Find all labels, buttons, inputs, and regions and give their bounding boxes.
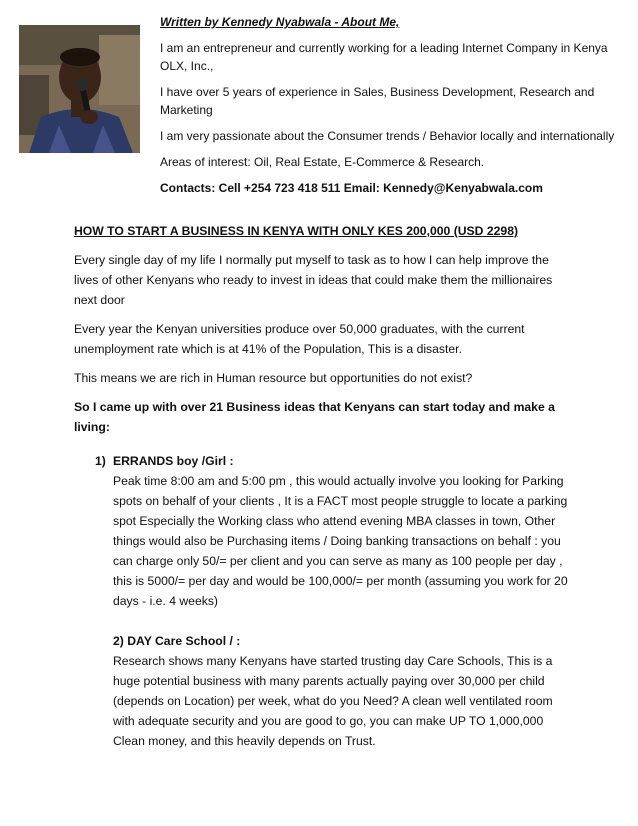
idea-heading (95, 631, 574, 651)
idea-description: Research shows many Kenyans have started trusting day Care Schools, This is a huge potential business with many parents actually paying over 30,000 per child (depends on Location) per week, what do you Need? A clean well ventilated room with adequate security and you are good to go, you can make UP TO 1,000,000 Clean money, and this heavily depends on Trust. (113, 654, 553, 748)
author-byline: Written by Kennedy Nyabwala - About Me, (160, 15, 400, 29)
idea-number: 1) (95, 454, 106, 468)
article-paragraph: Every single day of my life I normally put myself to task as to how I can help improve the lives of other Kenyans who ready to invest in ideas that could make them the millionaires next door (74, 253, 553, 307)
article-paragraph: Every year the Kenyan universities produce over 50,000 graduates, with the current unemployment rate which is at 41% of the Population, This is a disaster. (74, 322, 525, 356)
idea-description: Peak time 8:00 am and 5:00 pm , this would actually involve you looking for Parking spots on behalf of your clients , It is a FACT most people struggle to locate a parking spot Especially the Working class who attend evening MBA classes in town, Other things would also be Purchasing items / Doing banking transactions on behalf : you can charge only 50/= per client and you can serve as many as 100 people per day , this is 5000/= per day and would be 100,000/= per month (assuming you work for 20 days - i.e. 4 weeks) (113, 474, 568, 608)
bio-line-experience: I have over 5 years of experience in Sales, Business Development, Research and Marketing (160, 85, 595, 117)
idea-item (95, 631, 574, 751)
article-body (74, 221, 574, 751)
article-paragraph: This means we are rich in Human resource but opportunities do not exist? (74, 371, 473, 385)
ideas-intro: So I came up with over 21 Business ideas that Kenyans can start today and make a living: (74, 400, 555, 434)
author-photo (19, 25, 140, 153)
author-contacts: Contacts: Cell +254 723 418 511 Email: Kennedy@Kenyabwala.com (160, 181, 543, 195)
idea-title: 2) DAY Care School / : (113, 634, 241, 648)
author-bio-block (160, 13, 630, 197)
article-headline: HOW TO START A BUSINESS IN KENYA WITH ONLY KES 200,000 (USD 2298) (74, 224, 519, 238)
idea-title: ERRANDS boy /Girl : (113, 454, 234, 468)
bio-line-company: I am an entrepreneur and currently working for a leading Internet Company in Kenya OLX, Inc., (160, 41, 608, 73)
bio-line-passion: I am very passionate about the Consumer trends / Behavior locally and internationally (160, 129, 615, 143)
idea-heading (95, 451, 574, 471)
idea-item (95, 451, 574, 611)
bio-line-interests: Areas of interest: Oil, Real Estate, E-Commerce & Research. (160, 155, 485, 169)
author-portrait-icon (19, 25, 140, 153)
